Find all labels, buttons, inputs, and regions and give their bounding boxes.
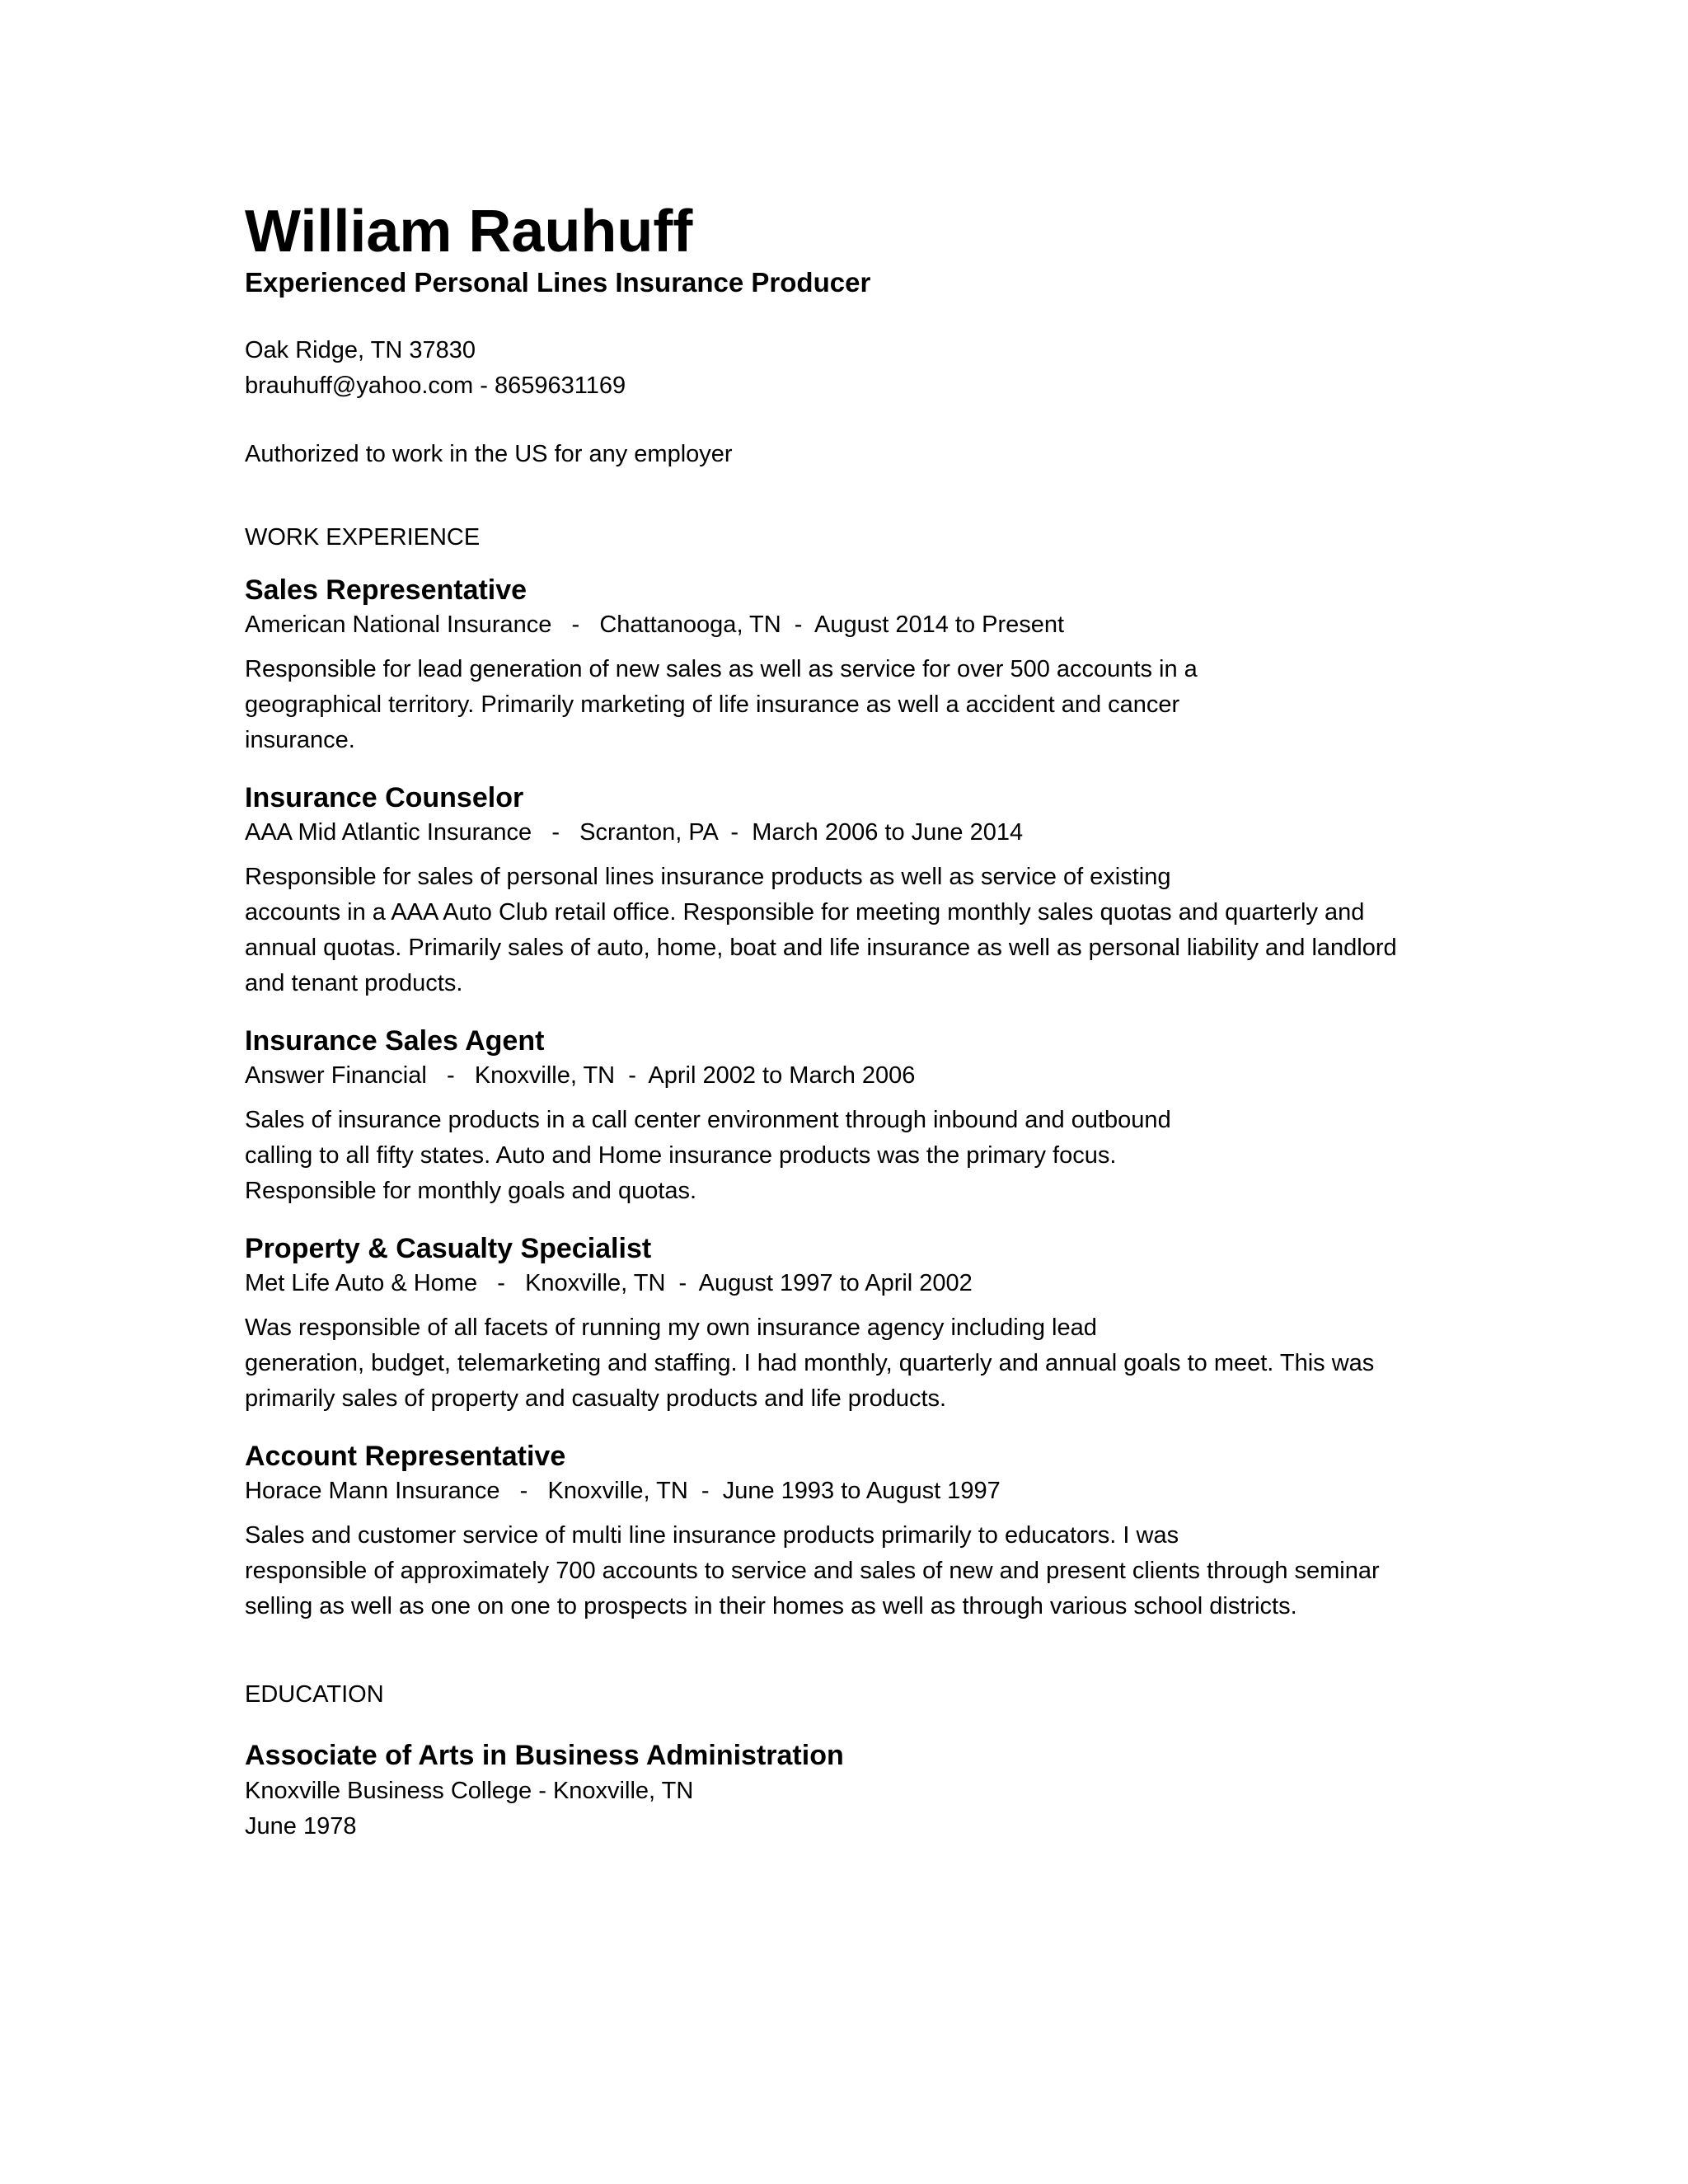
job-description — [245, 1103, 1448, 1209]
job-entry — [245, 572, 1448, 758]
location-text: Oak Ridge, TN 37830 — [245, 337, 476, 363]
education-heading: EDUCATION — [245, 1681, 384, 1708]
job-description-line: annual quotas. Primarily sales of auto, home, boat and life insurance as well as personal liability and landlord — [245, 935, 1397, 961]
job-description — [245, 1518, 1448, 1624]
job-title: Sales Representative — [245, 574, 528, 606]
graduation-date: June 1978 — [245, 1813, 357, 1840]
job-description-line: Responsible for monthly goals and quotas. — [245, 1178, 697, 1204]
job-description-line: Responsible for lead generation of new sales as well as service for over 500 accounts in a — [245, 656, 1198, 682]
job-title: Account Representative — [245, 1441, 566, 1472]
job-title: Insurance Sales Agent — [245, 1025, 545, 1057]
job-description-line: accounts in a AAA Auto Club retail office. Responsible for meeting monthly sales quotas and quarterly and — [245, 899, 1365, 926]
job-description — [245, 652, 1448, 758]
job-description-line: responsible of approximately 700 accounts to service and sales of new and present clients through seminar — [245, 1558, 1380, 1584]
job-description-line: Sales and customer service of multi line insurance products primarily to educators. I was — [245, 1522, 1179, 1549]
job-description-line: selling as well as one on one to prospects in their homes as well as through various school districts. — [245, 1593, 1297, 1619]
job-description-line: geographical territory. Primarily marketing of life insurance as well a accident and cancer — [245, 691, 1180, 718]
job-description-line: Responsible for sales of personal lines insurance products as well as service of existing — [245, 864, 1171, 890]
job-description-line: generation, budget, telemarketing and staffing. I had monthly, quarterly and annual goals to meet. This was — [245, 1350, 1375, 1376]
job-description — [245, 860, 1448, 1001]
job-meta: AAA Mid Atlantic Insurance - Scranton, PA - March 2006 to June 2014 — [245, 819, 1024, 846]
candidate-name: William Rauhuff — [245, 199, 693, 265]
job-description-line: Was responsible of all facets of running my own insurance agency including lead — [245, 1315, 1097, 1341]
job-description-line: calling to all fifty states. Auto and Home insurance products was the primary focus. — [245, 1142, 1117, 1169]
job-meta: Horace Mann Insurance - Knoxville, TN - June 1993 to August 1997 — [245, 1478, 1001, 1504]
job-description-line: primarily sales of property and casualty products and life products. — [245, 1385, 947, 1412]
school-name: Knoxville Business College - Knoxville, TN — [245, 1778, 694, 1804]
job-entry — [245, 780, 1448, 1001]
job-title: Property & Casualty Specialist — [245, 1233, 652, 1264]
resume-page — [245, 198, 1448, 1844]
job-entry — [245, 1023, 1448, 1209]
job-meta: Answer Financial - Knoxville, TN - April 2002 to March 2006 — [245, 1062, 916, 1089]
job-entry — [245, 1438, 1448, 1624]
job-title: Insurance Counselor — [245, 782, 524, 813]
candidate-headline: Experienced Personal Lines Insurance Producer — [245, 267, 871, 298]
email-phone-text: brauhuff@yahoo.com - 8659631169 — [245, 373, 626, 399]
job-description — [245, 1310, 1448, 1417]
work-experience-heading: WORK EXPERIENCE — [245, 524, 481, 551]
work-authorization: Authorized to work in the US for any employer — [245, 441, 733, 467]
job-meta: American National Insurance - Chattanooga, TN - August 2014 to Present — [245, 612, 1065, 638]
degree-title: Associate of Arts in Business Administration — [245, 1740, 844, 1771]
job-description-line: insurance. — [245, 727, 355, 753]
job-meta: Met Life Auto & Home - Knoxville, TN - August 1997 to April 2002 — [245, 1270, 973, 1296]
job-description-line: Sales of insurance products in a call center environment through inbound and outbound — [245, 1107, 1171, 1133]
education-entry — [245, 1737, 1448, 1844]
contact-block — [245, 333, 1448, 404]
job-description-line: and tenant products. — [245, 970, 463, 996]
job-entry — [245, 1230, 1448, 1417]
